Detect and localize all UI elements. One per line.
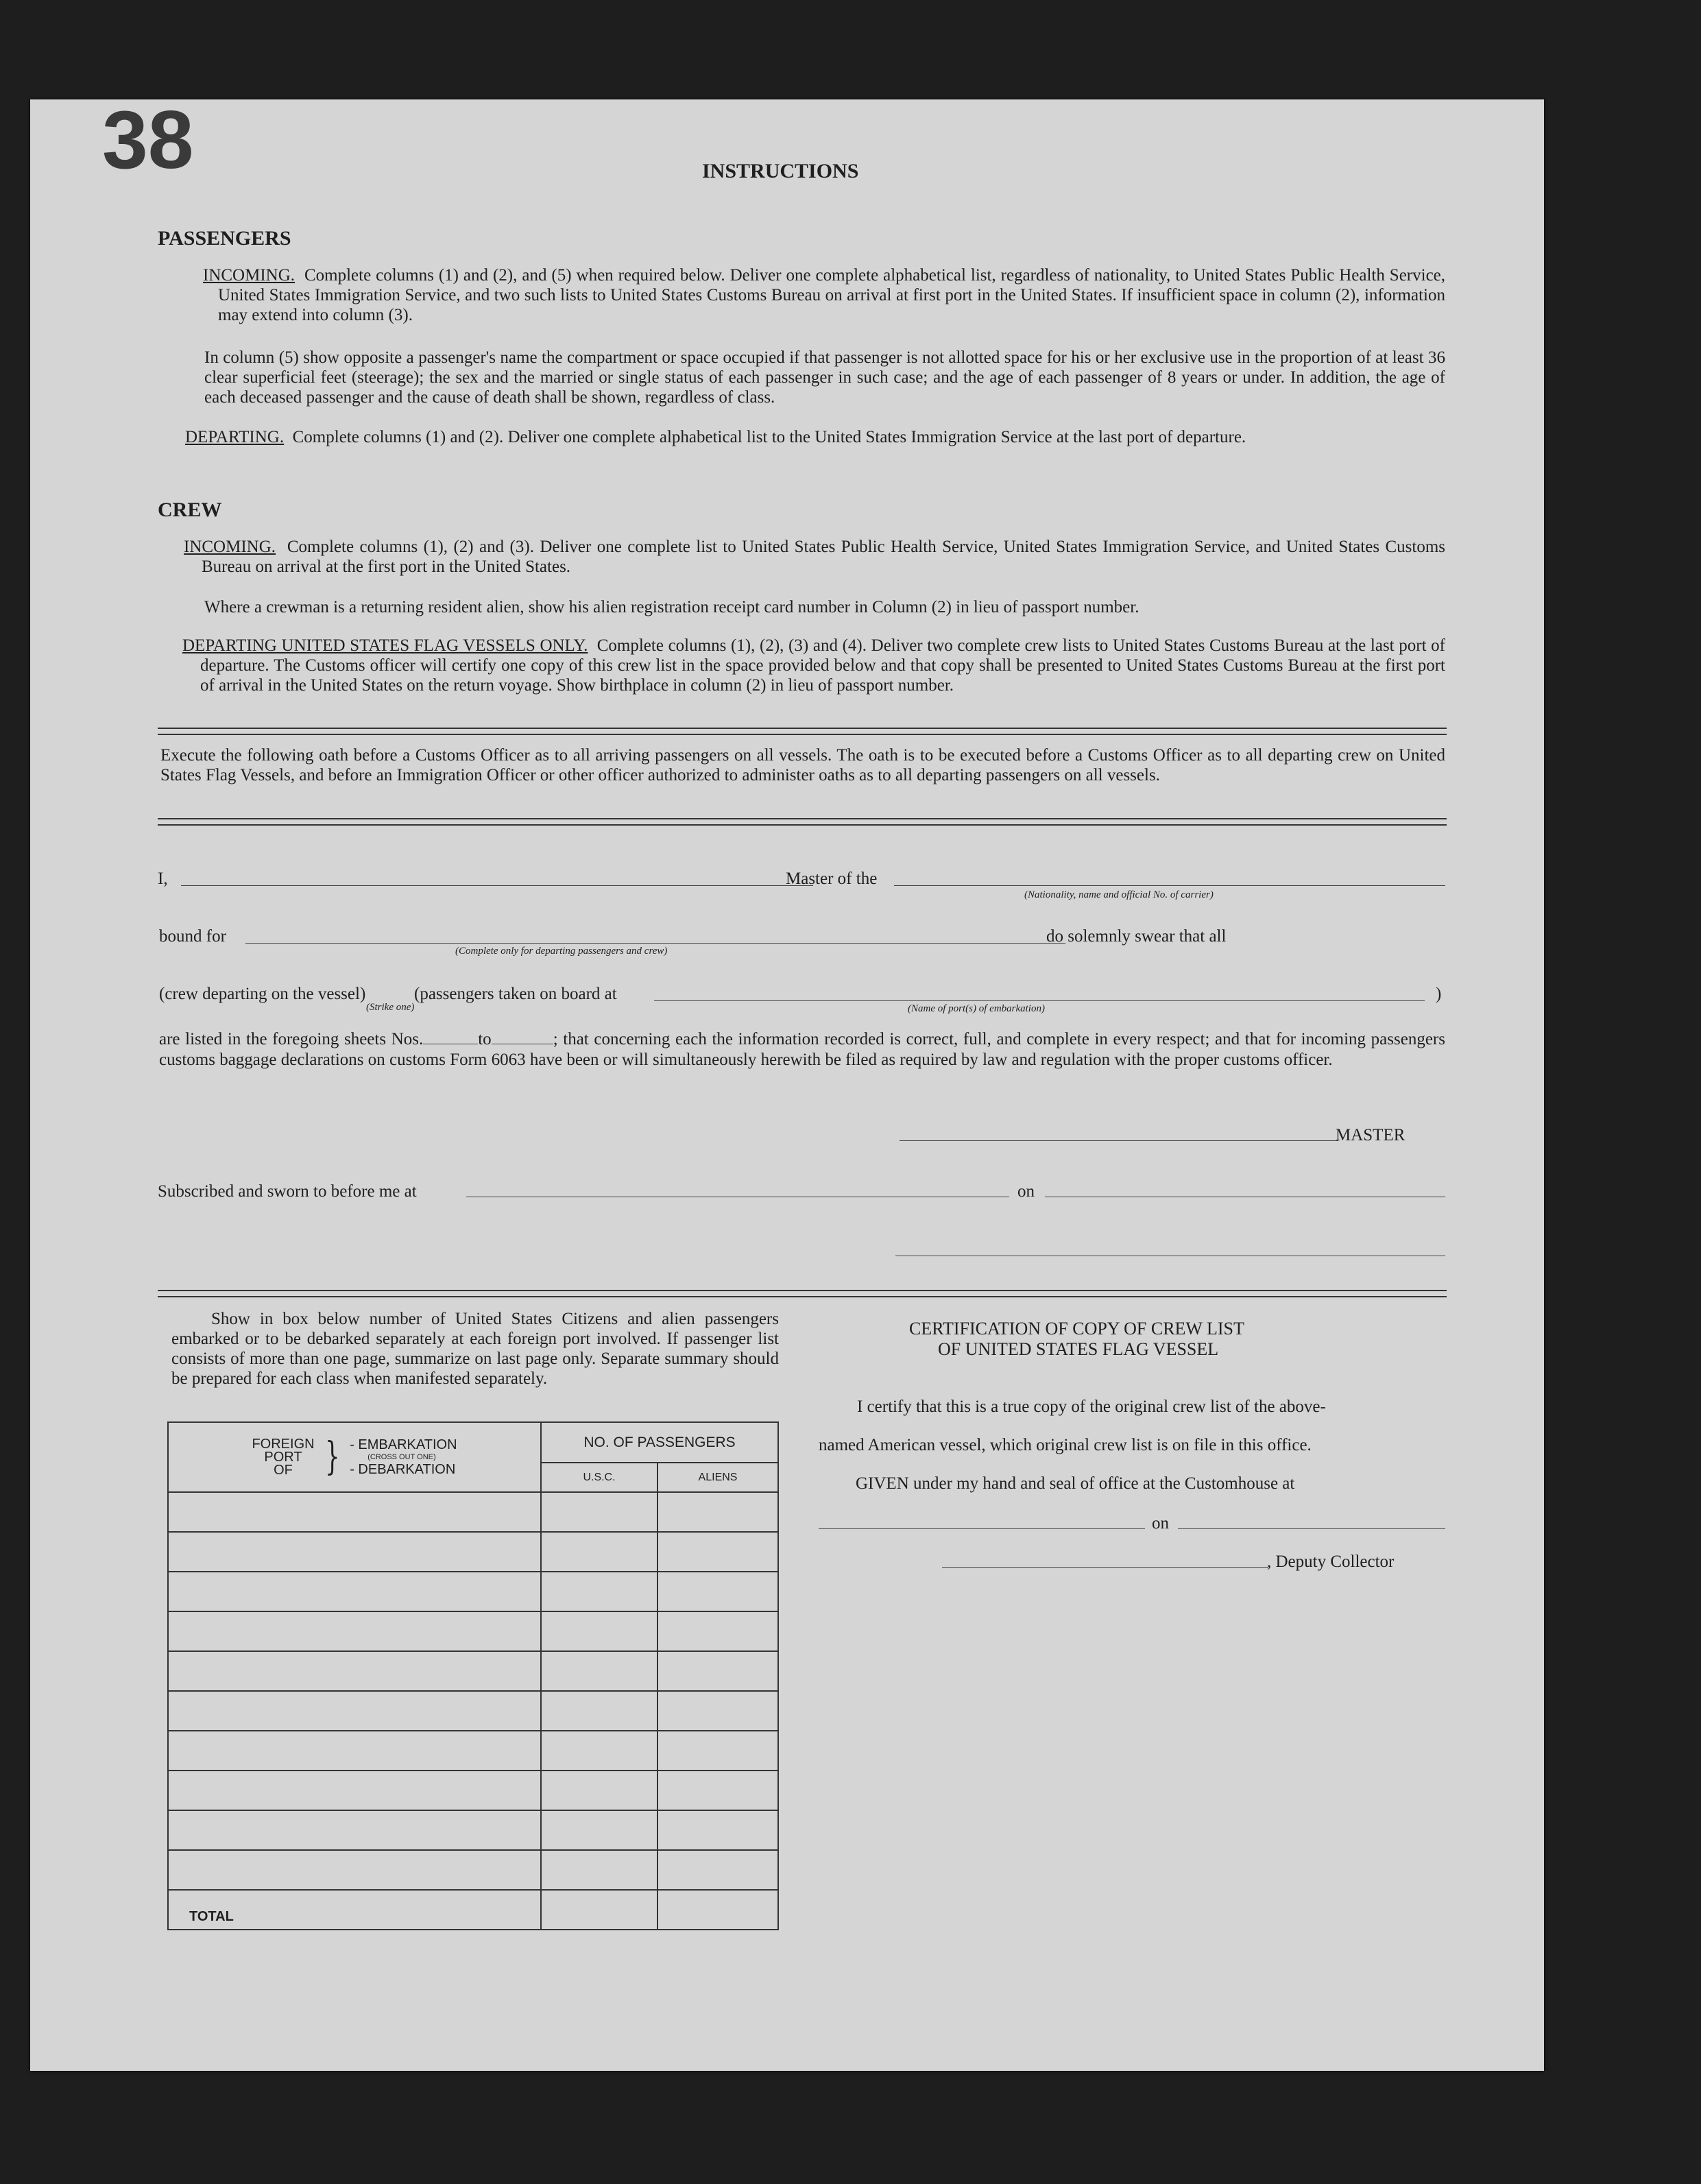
master-name-line[interactable] xyxy=(181,885,813,886)
passenger-summary-table xyxy=(167,1421,779,1930)
deputy-signature-line[interactable] xyxy=(942,1567,1268,1568)
passengers-incoming-label: INCOMING. xyxy=(203,266,295,285)
aliens-cell[interactable] xyxy=(658,1611,778,1651)
port-cell[interactable] xyxy=(168,1572,541,1611)
port-cell[interactable] xyxy=(168,1691,541,1731)
crew-incoming-text: Complete columns (1), (2) and (3). Deliver one complete list to United States Public Health Service, United States Immigration Service, and United States Customs Bureau on arrival at the first port in the United States. xyxy=(202,538,1446,576)
passengers-departing-label: DEPARTING. xyxy=(185,428,285,446)
port-cell[interactable] xyxy=(168,1771,541,1810)
summary-row xyxy=(168,1771,778,1810)
bound-for-caption: (Complete only for departing passengers and crew) xyxy=(455,946,668,957)
embarkation-port-caption: (Name of port(s) of embarkation) xyxy=(908,1003,1045,1014)
divider-double xyxy=(158,728,1447,735)
summary-row xyxy=(168,1651,778,1691)
total-label: TOTAL xyxy=(168,1890,541,1930)
solemnly-swear-text: do solemnly swear that all xyxy=(1046,927,1227,946)
page-title: INSTRUCTIONS xyxy=(702,160,859,182)
customhouse-line[interactable] xyxy=(819,1528,1145,1529)
crew-incoming-label: INCOMING. xyxy=(184,538,276,556)
summary-row xyxy=(168,1810,778,1850)
total-aliens-cell[interactable] xyxy=(658,1890,778,1930)
master-label: MASTER xyxy=(1336,1126,1406,1144)
crew-heading: CREW xyxy=(158,499,222,521)
port-label: PORT xyxy=(264,1449,302,1465)
crew-incoming-paragraph xyxy=(184,537,1445,577)
to-label: to xyxy=(478,1030,492,1048)
summary-row xyxy=(168,1691,778,1731)
strike-one-caption: (Strike one) xyxy=(366,1002,415,1013)
close-paren: ) xyxy=(1436,985,1442,1003)
aliens-cell[interactable] xyxy=(658,1572,778,1611)
aliens-cell[interactable] xyxy=(658,1532,778,1572)
sworn-on-label: on xyxy=(1017,1182,1035,1201)
listed-rest: ; that concerning each the information recorded is correct, full, and complete in every respect; and that for incoming passengers customs baggage declarations on customs Form 6063 have been or will simultaneously herewith be filed as required by law and regulation with the proper customs officer. xyxy=(159,1030,1445,1069)
certify-line2: named American vessel, which original crew list is on file in this office. xyxy=(819,1436,1312,1454)
subscribed-label: Subscribed and sworn to before me at xyxy=(158,1182,417,1201)
usc-cell[interactable] xyxy=(541,1611,658,1651)
port-header-cell xyxy=(168,1422,541,1492)
usc-cell[interactable] xyxy=(541,1771,658,1810)
summary-body xyxy=(168,1492,778,1930)
usc-header: U.S.C. xyxy=(541,1463,658,1492)
aliens-cell[interactable] xyxy=(658,1731,778,1771)
usc-cell[interactable] xyxy=(541,1850,658,1890)
divider-double xyxy=(158,1290,1447,1297)
aliens-cell[interactable] xyxy=(658,1810,778,1850)
port-cell[interactable] xyxy=(168,1532,541,1572)
oath-i-label: I, xyxy=(158,869,168,888)
summary-row xyxy=(168,1611,778,1651)
aliens-cell[interactable] xyxy=(658,1691,778,1731)
summary-row xyxy=(168,1492,778,1532)
divider-double xyxy=(158,818,1447,826)
listed-paragraph xyxy=(159,1029,1445,1070)
summary-row xyxy=(168,1572,778,1611)
oath-instruction-paragraph: Execute the following oath before a Customs Officer as to all arriving passengers on all vessels. The oath is to be executed before a Customs Officer as to all departing crew on United States Flag Vessels, and before an Immigration Officer or other officer authorized to administer oaths as to all departing passengers on all vessels. xyxy=(160,746,1445,784)
master-of-the-label: Master of the xyxy=(786,869,878,888)
master-signature-line[interactable] xyxy=(900,1140,1338,1141)
port-cell[interactable] xyxy=(168,1492,541,1532)
embarkation-port-line[interactable] xyxy=(654,1000,1425,1001)
passengers-departing-text: Complete columns (1) and (2). Deliver one complete alphabetical list to the United States Immigration Service at the last port of departure. xyxy=(292,428,1246,446)
brace-icon: } xyxy=(324,1435,340,1479)
usc-cell[interactable] xyxy=(541,1532,658,1572)
summary-row xyxy=(168,1532,778,1572)
carrier-line[interactable] xyxy=(894,885,1445,886)
port-cell[interactable] xyxy=(168,1611,541,1651)
summary-instruction: Show in box below number of United States Citizens and alien passengers embarked or to be debarked separately at each foreign port involved. If passenger list consists of more than one page, summarize on last page only. Separate summary should be prepared for each class when manifested separately. xyxy=(171,1310,779,1388)
aliens-cell[interactable] xyxy=(658,1771,778,1810)
summary-row xyxy=(168,1731,778,1771)
usc-cell[interactable] xyxy=(541,1810,658,1850)
no-of-passengers-header: NO. OF PASSENGERS xyxy=(541,1422,778,1463)
certify-line1: I certify that this is a true copy of the original crew list of the above- xyxy=(857,1397,1326,1416)
certification-on-label: on xyxy=(1152,1514,1169,1533)
total-usc-cell[interactable] xyxy=(541,1890,658,1930)
crew-departing-option: (crew departing on the vessel) xyxy=(159,985,366,1003)
foreign-label: FOREIGN xyxy=(252,1436,315,1452)
cross-out-label: (CROSS OUT ONE) xyxy=(367,1453,436,1461)
summary-total-row xyxy=(168,1890,778,1930)
passengers-heading: PASSENGERS xyxy=(158,227,291,250)
crew-departing-text: Complete columns (1), (2), (3) and (4). Deliver two complete crew lists to United States Customs Bureau at the last port of departure. The Customs officer will certify one copy of this crew list in the space provided below and that copy shall be presented to United States Customs Bureau at the first port of arrival in the United States on the return voyage. Show birthplace in column (2) in lieu of passport number. xyxy=(200,636,1446,695)
passengers-taken-option: (passengers taken on board at xyxy=(414,985,617,1003)
usc-cell[interactable] xyxy=(541,1731,658,1771)
usc-cell[interactable] xyxy=(541,1651,658,1691)
aliens-header: ALIENS xyxy=(658,1463,778,1492)
certification-title xyxy=(850,1319,1447,1360)
port-cell[interactable] xyxy=(168,1731,541,1771)
deputy-collector-label: , Deputy Collector xyxy=(1267,1552,1395,1571)
usc-cell[interactable] xyxy=(541,1691,658,1731)
carrier-caption: (Nationality, name and official No. of carrier) xyxy=(1024,889,1214,900)
listed-prefix: are listed in the foregoing sheets Nos. xyxy=(159,1030,424,1048)
port-cell[interactable] xyxy=(168,1850,541,1890)
debarkation-label: - DEBARKATION xyxy=(350,1462,456,1477)
port-cell[interactable] xyxy=(168,1651,541,1691)
port-cell[interactable] xyxy=(168,1810,541,1850)
passengers-incoming-paragraph xyxy=(203,265,1445,325)
passengers-incoming-text: Complete columns (1) and (2), and (5) when required below. Deliver one complete alphabetical list, regardless of nationality, to United States Public Health Service, United States Immigration Service, and two such lists to United States Customs Bureau on arrival at first port in the United States. If insufficient space in column (2), information may extend into column (3). xyxy=(218,266,1446,324)
summary-row xyxy=(168,1850,778,1890)
certification-title-line2: OF UNITED STATES FLAG VESSEL xyxy=(938,1339,1219,1359)
usc-cell[interactable] xyxy=(541,1492,658,1532)
aliens-cell[interactable] xyxy=(658,1492,778,1532)
usc-cell[interactable] xyxy=(541,1572,658,1611)
given-line: GIVEN under my hand and seal of office at the Customhouse at xyxy=(856,1474,1295,1493)
certification-date-line[interactable] xyxy=(1178,1528,1445,1529)
bound-for-label: bound for xyxy=(159,927,226,946)
bound-for-line[interactable] xyxy=(245,943,1065,944)
passengers-column5-paragraph: In column (5) show opposite a passenger's name the compartment or space occupied if that passenger is not allotted space for his or her exclusive use in the proportion of at least 36 clear superficial feet (steerage); the sex and the married or single status of each passenger in such case; and the age of each passenger of 8 years or under. In addition, the age of each deceased passenger and the cause of death shall be shown, regardless of class. xyxy=(204,348,1445,407)
aliens-cell[interactable] xyxy=(658,1651,778,1691)
crew-resident-paragraph: Where a crewman is a returning resident alien, show his alien registration receipt card number in Column (2) in lieu of passport number. xyxy=(204,598,1139,616)
certification-title-line1: CERTIFICATION OF COPY OF CREW LIST xyxy=(909,1319,1244,1339)
crew-departing-paragraph xyxy=(182,636,1445,695)
page-number-stamp: 38 xyxy=(102,94,194,186)
crew-departing-label: DEPARTING UNITED STATES FLAG VESSELS ONLY. xyxy=(182,636,588,655)
form-sheet xyxy=(30,94,1544,2071)
embarkation-label: - EMBARKATION xyxy=(350,1437,457,1452)
passengers-departing-paragraph xyxy=(185,427,1445,447)
aliens-cell[interactable] xyxy=(658,1850,778,1890)
of-label: OF xyxy=(274,1462,293,1478)
